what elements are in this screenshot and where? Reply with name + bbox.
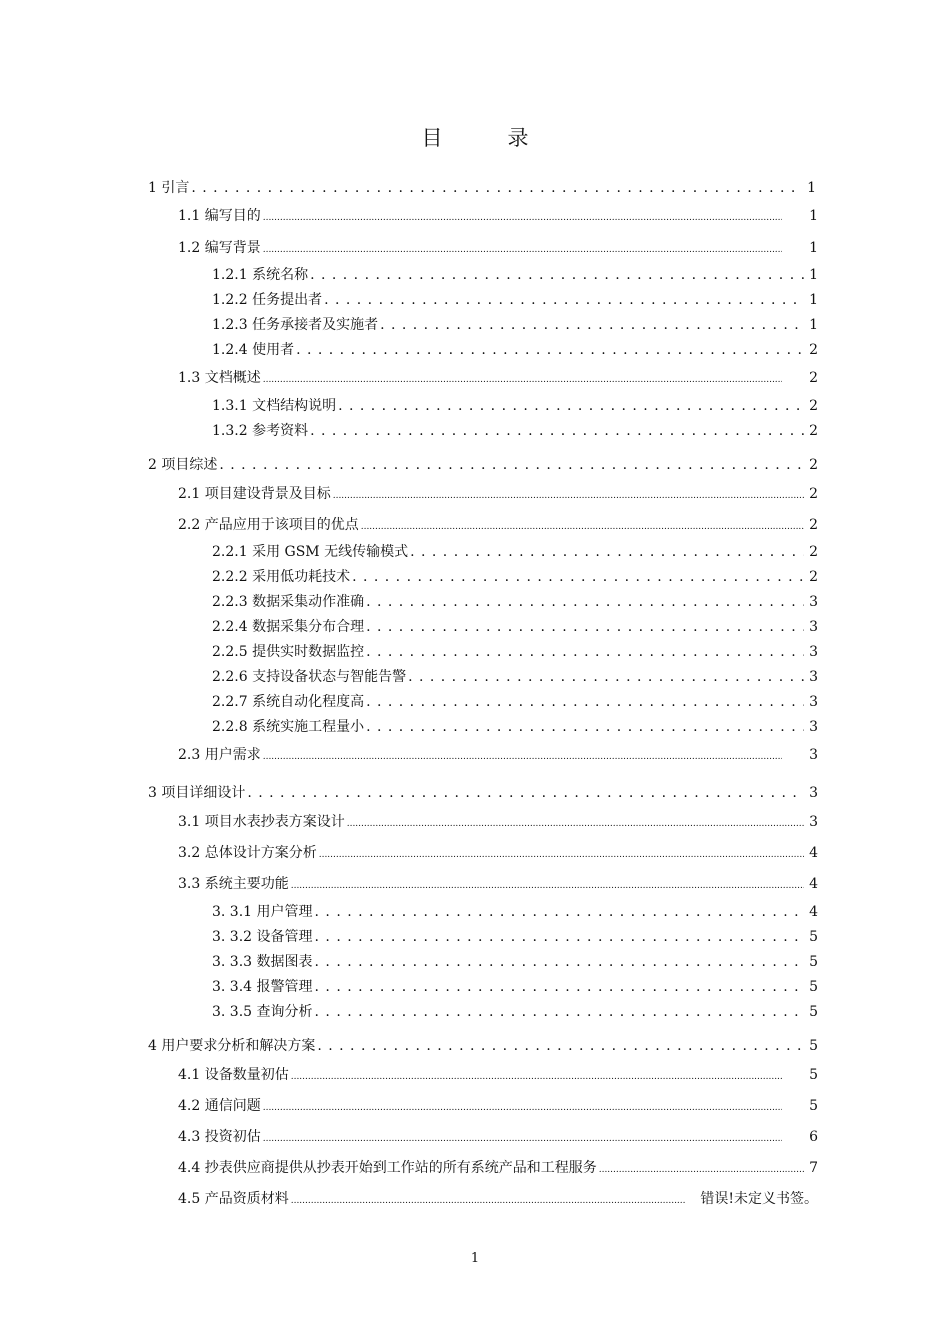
toc-entry-label: 4.2 通信问题 xyxy=(178,1098,261,1114)
toc-entry-page: 3 xyxy=(809,785,818,801)
toc-entry-page: 3 xyxy=(809,814,818,830)
dot-leader xyxy=(219,454,804,476)
toc-entry-label: 2 项目综述 xyxy=(148,457,218,473)
toc-entry-label: 3. 3.3 数据图表 xyxy=(212,954,313,970)
toc-entry[interactable] xyxy=(148,782,818,804)
dot-leader xyxy=(315,976,804,998)
toc-entry-page: 1 xyxy=(809,292,818,308)
toc-entry[interactable] xyxy=(178,1064,818,1086)
dot-leader xyxy=(315,901,804,923)
toc-entry[interactable] xyxy=(178,367,818,389)
toc-entry[interactable] xyxy=(212,566,818,588)
toc-entry-label: 1.2.1 系统名称 xyxy=(212,267,309,283)
toc-entry-label: 2.2.5 提供实时数据监控 xyxy=(212,644,365,660)
toc-entry-page: 5 xyxy=(809,954,818,970)
toc-entry-page: 2 xyxy=(809,398,818,414)
toc-entry[interactable] xyxy=(178,205,818,227)
toc-entry[interactable] xyxy=(212,901,818,923)
toc-entry-label: 1.3.2 参考资料 xyxy=(212,423,309,439)
toc-entry-label: 2.2.3 数据采集动作准确 xyxy=(212,594,365,610)
dot-leader xyxy=(319,842,804,864)
toc-entry[interactable] xyxy=(212,339,818,361)
toc-entry-page: 2 xyxy=(809,517,818,533)
toc-entry-label: 2.2.7 系统自动化程度高 xyxy=(212,694,365,710)
toc-entry-label: 2.2.4 数据采集分布合理 xyxy=(212,619,365,635)
toc-entry-page: 3 xyxy=(809,694,818,710)
toc-entry-label: 1.2.3 任务承接者及实施者 xyxy=(212,317,379,333)
toc-entry-page: 5 xyxy=(809,1098,818,1114)
toc-entry-page: 6 xyxy=(809,1129,818,1145)
page-number: 1 xyxy=(470,1251,480,1266)
toc-entry-label: 2.2.8 系统实施工程量小 xyxy=(212,719,365,735)
dot-leader xyxy=(296,339,804,361)
toc-entry[interactable] xyxy=(148,1035,818,1057)
toc-entry-page: 2 xyxy=(809,342,818,358)
toc-entry[interactable] xyxy=(178,842,818,864)
toc-entry-label: 2.3 用户需求 xyxy=(178,747,261,763)
toc-entry-page: 错误!未定义书签。 xyxy=(700,1191,818,1207)
dot-leader xyxy=(263,1126,782,1148)
dot-leader xyxy=(366,591,804,613)
toc-entry-page: 2 xyxy=(809,423,818,439)
toc-entry-page: 2 xyxy=(809,486,818,502)
toc-entry[interactable] xyxy=(212,264,818,286)
toc-entry-page: 3 xyxy=(809,719,818,735)
toc-entry-label: 1.3 文档概述 xyxy=(178,370,261,386)
toc-entry-page: 1 xyxy=(809,240,818,256)
dot-leader xyxy=(310,264,804,286)
toc-title: 目 录 xyxy=(421,126,551,150)
toc-entry[interactable] xyxy=(178,744,818,766)
toc-entry-label: 4.1 设备数量初估 xyxy=(178,1067,289,1083)
toc-entry-page: 1 xyxy=(809,267,818,283)
toc-entry[interactable] xyxy=(212,691,818,713)
dot-leader xyxy=(315,951,804,973)
dot-leader xyxy=(317,1035,804,1057)
toc-entry-label: 3.2 总体设计方案分析 xyxy=(178,845,317,861)
toc-entry-label: 2.2.1 采用 GSM 无线传输模式 xyxy=(212,544,409,560)
dot-leader xyxy=(366,691,804,713)
toc-entry-page: 3 xyxy=(809,619,818,635)
toc-entry[interactable] xyxy=(178,811,818,833)
toc-entry-label: 4.3 投资初估 xyxy=(178,1129,261,1145)
toc-entry-page: 4 xyxy=(809,845,818,861)
toc-entry[interactable] xyxy=(178,873,818,895)
dot-leader xyxy=(380,314,804,336)
toc-entry-label: 3. 3.5 查询分析 xyxy=(212,1004,313,1020)
toc-entry-label: 4.5 产品资质材料 xyxy=(178,1191,289,1207)
toc-entry[interactable] xyxy=(212,976,818,998)
toc-entry-page: 5 xyxy=(809,979,818,995)
toc-entry-label: 1.2 编写背景 xyxy=(178,240,261,256)
toc-entry[interactable] xyxy=(178,514,818,536)
toc-entry-label: 3 项目详细设计 xyxy=(148,785,246,801)
toc-entry-label: 1.1 编写目的 xyxy=(178,208,261,224)
toc-entry[interactable] xyxy=(178,1126,818,1148)
toc-entry-page: 2 xyxy=(809,370,818,386)
toc-entry-label: 3.3 系统主要功能 xyxy=(178,876,289,892)
dot-leader xyxy=(366,616,804,638)
toc-entry-label: 3.1 项目水表抄表方案设计 xyxy=(178,814,345,830)
dot-leader xyxy=(291,873,804,895)
toc-entry[interactable] xyxy=(212,1001,818,1023)
toc-entry-page: 1 xyxy=(809,208,818,224)
toc-entry-page: 3 xyxy=(809,669,818,685)
toc-entry-label: 2.2.6 支持设备状态与智能告警 xyxy=(212,669,407,685)
toc-entry[interactable] xyxy=(212,641,818,663)
toc-entry-label: 2.1 项目建设背景及目标 xyxy=(178,486,331,502)
toc-entry[interactable] xyxy=(212,716,818,738)
dot-leader xyxy=(263,237,782,259)
dot-leader xyxy=(324,289,804,311)
toc-entry-label: 2.2 产品应用于该项目的优点 xyxy=(178,517,359,533)
toc-entry[interactable] xyxy=(212,951,818,973)
toc-entry[interactable] xyxy=(178,1157,818,1179)
toc-entry-label: 1 引言 xyxy=(148,180,190,196)
dot-leader xyxy=(191,177,802,199)
dot-leader xyxy=(410,541,804,563)
toc-entry-page: 3 xyxy=(809,747,818,763)
toc-entry[interactable] xyxy=(212,289,818,311)
dot-leader xyxy=(366,716,804,738)
dot-leader xyxy=(291,1188,687,1210)
dot-leader xyxy=(361,514,804,536)
toc-entry-page: 2 xyxy=(809,544,818,560)
toc-entry-page: 7 xyxy=(809,1160,818,1176)
dot-leader xyxy=(352,566,804,588)
toc-entry-label: 1.2.4 使用者 xyxy=(212,342,295,358)
dot-leader xyxy=(310,420,804,442)
toc-entry-label: 3. 3.1 用户管理 xyxy=(212,904,313,920)
toc-entry[interactable] xyxy=(212,420,818,442)
toc-entry[interactable] xyxy=(148,454,818,476)
toc-entry[interactable] xyxy=(212,666,818,688)
toc-entry-label: 1.2.2 任务提出者 xyxy=(212,292,323,308)
toc-entry-page: 4 xyxy=(809,904,818,920)
toc-entry-label: 3. 3.4 报警管理 xyxy=(212,979,313,995)
toc-entry-page: 5 xyxy=(809,1004,818,1020)
dot-leader xyxy=(408,666,804,688)
toc-entry-page: 5 xyxy=(809,929,818,945)
toc-entry-page: 4 xyxy=(809,876,818,892)
toc-entry-page: 3 xyxy=(809,594,818,610)
toc-entry-page: 2 xyxy=(809,569,818,585)
toc-entry-label: 3. 3.2 设备管理 xyxy=(212,929,313,945)
toc-entry-page: 3 xyxy=(809,644,818,660)
dot-leader xyxy=(347,811,804,833)
toc-entry-page: 2 xyxy=(809,457,818,473)
toc-entry[interactable] xyxy=(178,237,818,259)
toc-entry-page: 1 xyxy=(809,317,818,333)
dot-leader xyxy=(333,483,804,505)
dot-leader xyxy=(263,744,782,766)
dot-leader xyxy=(263,367,782,389)
toc-entry[interactable] xyxy=(212,926,818,948)
dot-leader xyxy=(366,641,804,663)
toc-entry-page: 5 xyxy=(809,1067,818,1083)
toc-entry[interactable] xyxy=(178,1188,818,1210)
dot-leader xyxy=(291,1064,782,1086)
toc-entry[interactable] xyxy=(212,541,818,563)
toc-entry-page: 1 xyxy=(807,180,816,196)
toc-entry-label: 4 用户要求分析和解决方案 xyxy=(148,1038,316,1054)
toc-entry[interactable] xyxy=(212,314,818,336)
toc-entry[interactable] xyxy=(178,483,818,505)
dot-leader xyxy=(338,395,804,417)
dot-leader xyxy=(263,1095,782,1117)
dot-leader xyxy=(599,1157,804,1179)
toc-entry-label: 1.3.1 文档结构说明 xyxy=(212,398,337,414)
dot-leader xyxy=(315,1001,804,1023)
dot-leader xyxy=(315,926,804,948)
toc-entry[interactable] xyxy=(178,1095,818,1117)
toc-entry[interactable] xyxy=(212,591,818,613)
toc-entry-label: 2.2.2 采用低功耗技术 xyxy=(212,569,351,585)
dot-leader xyxy=(247,782,804,804)
toc-entry[interactable] xyxy=(148,177,816,199)
toc-entry-label: 4.4 抄表供应商提供从抄表开始到工作站的所有系统产品和工程服务 xyxy=(178,1160,597,1176)
dot-leader xyxy=(263,205,782,227)
toc-entry-page: 5 xyxy=(809,1038,818,1054)
toc-entry[interactable] xyxy=(212,395,818,417)
toc-entry[interactable] xyxy=(212,616,818,638)
